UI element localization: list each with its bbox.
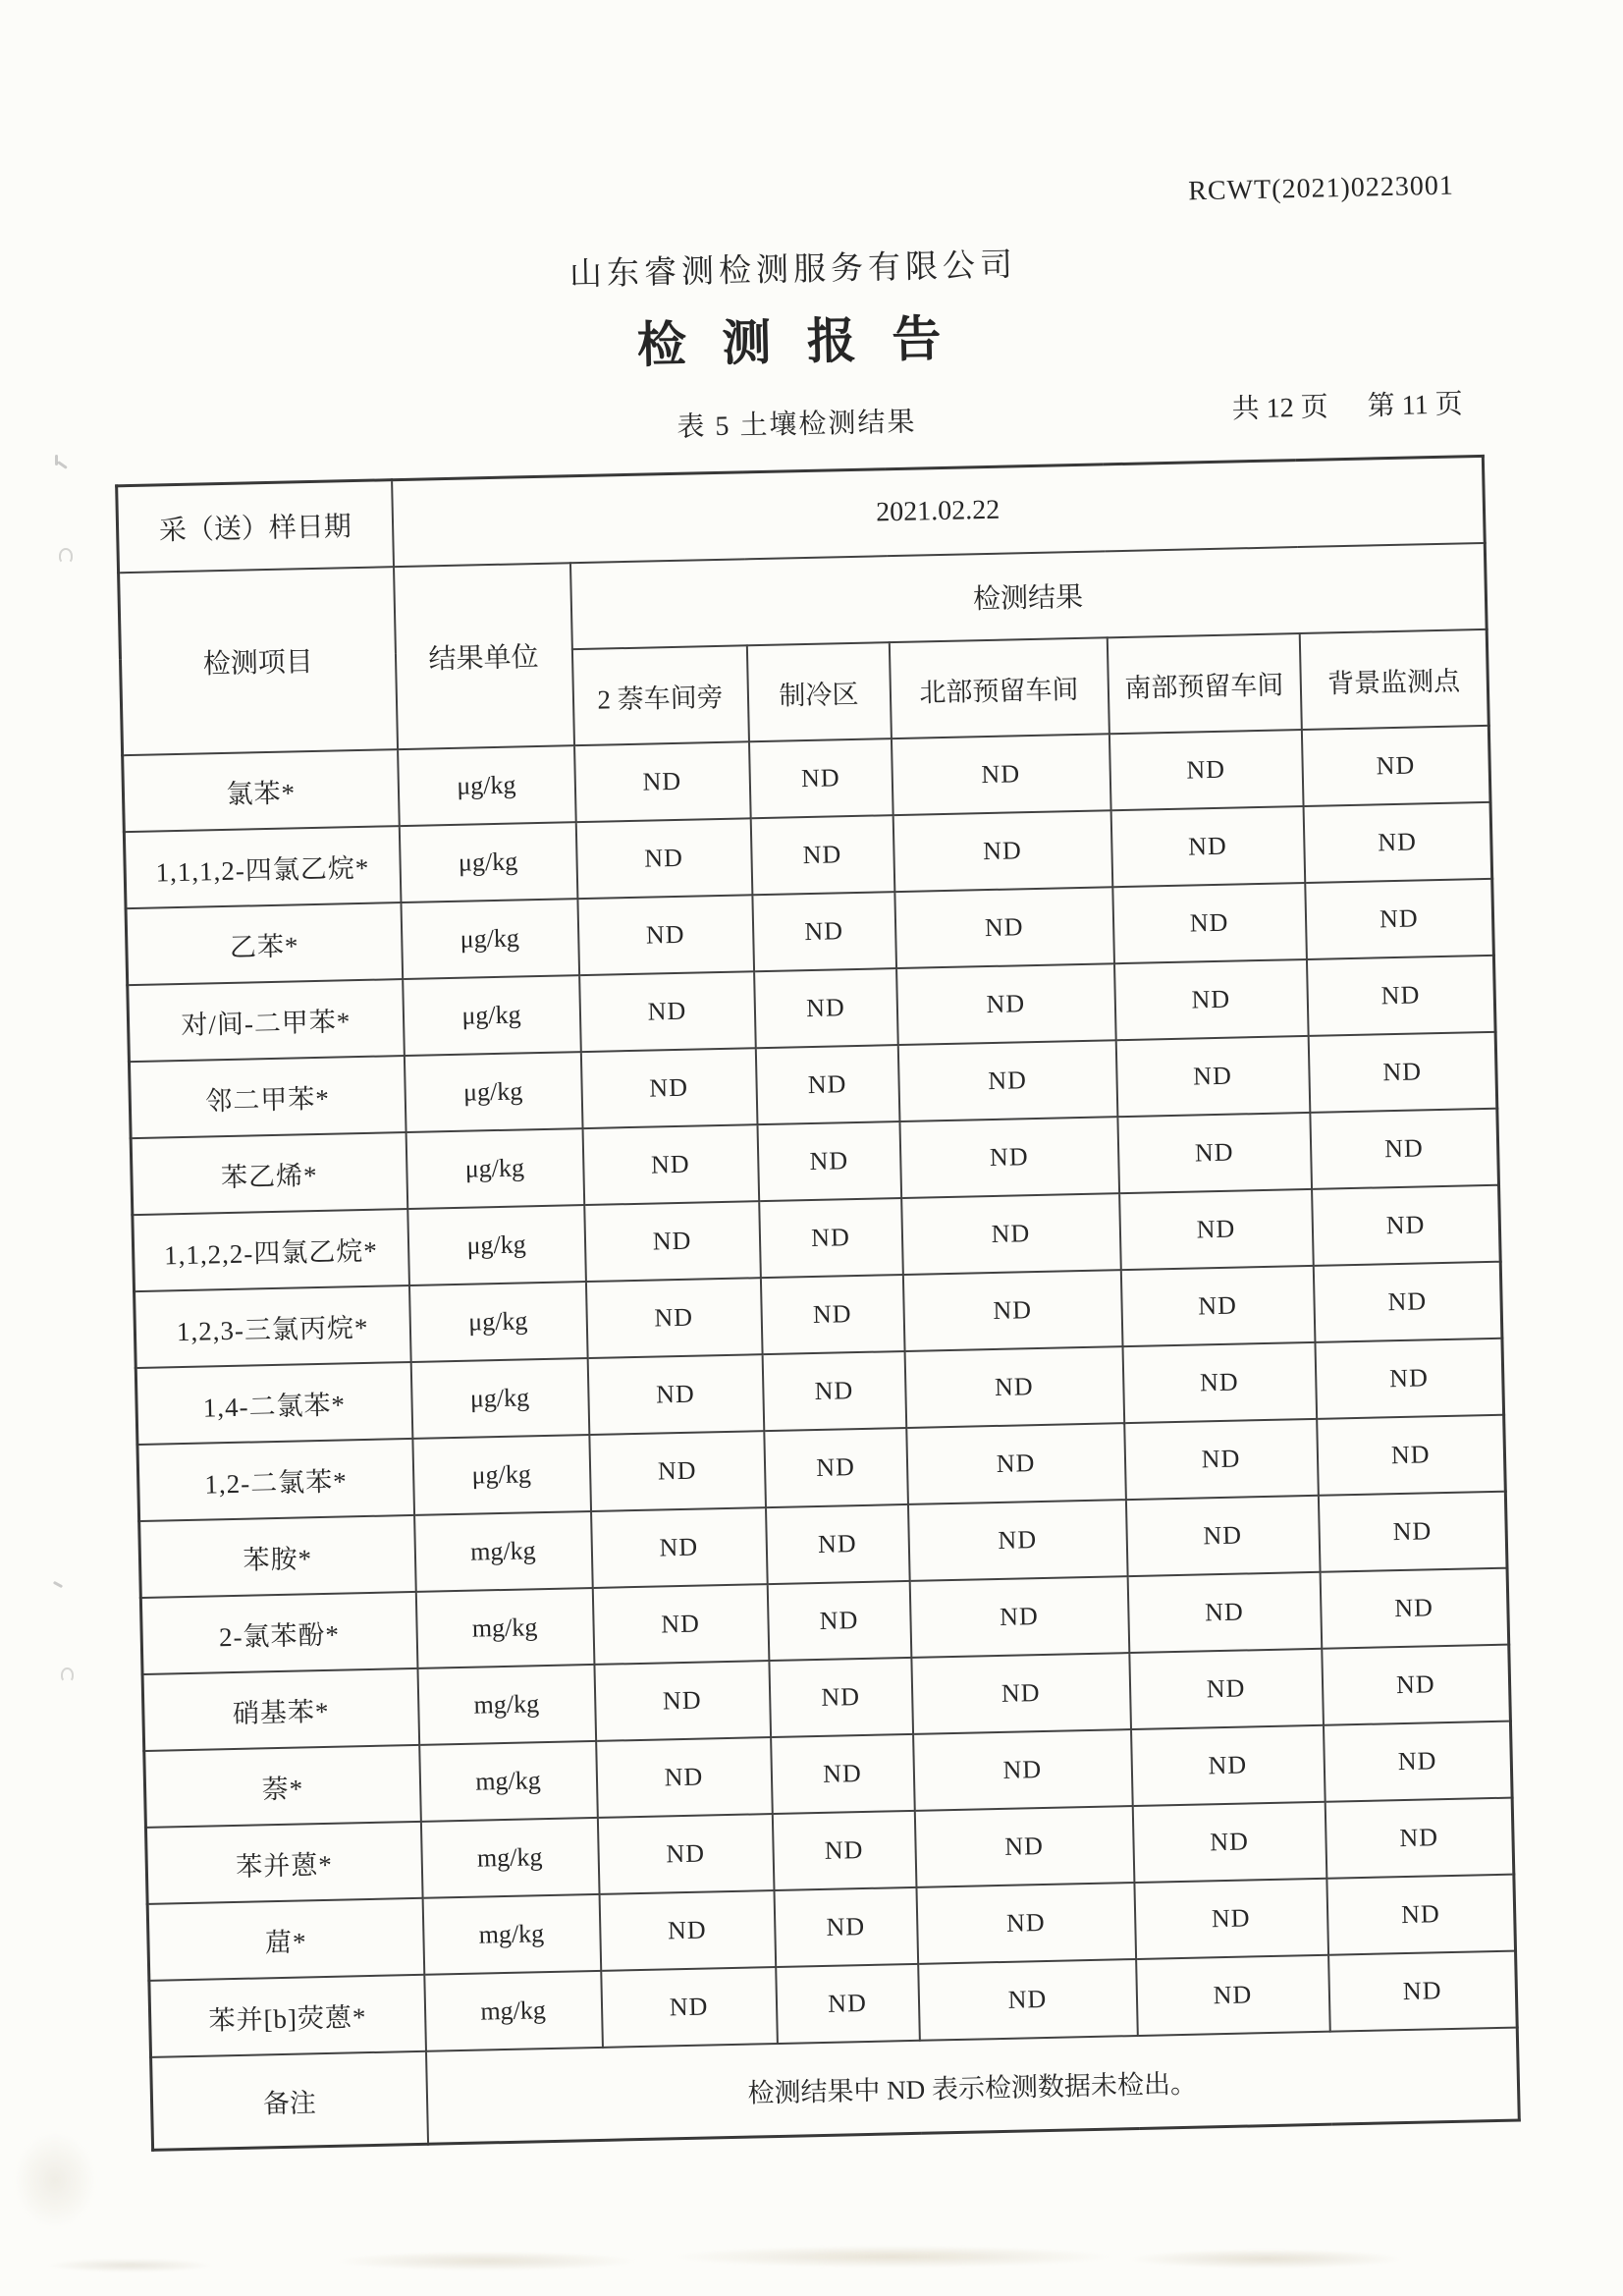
location-header: 2 萘车间旁	[571, 645, 748, 745]
result-value: ND	[1313, 1262, 1502, 1342]
result-value: ND	[1322, 1645, 1511, 1725]
result-value: ND	[1109, 730, 1303, 810]
result-value: ND	[767, 1581, 911, 1661]
result-value: ND	[764, 1428, 908, 1507]
result-value: ND	[760, 1275, 904, 1354]
result-value: ND	[752, 892, 896, 971]
item-column-header: 检测项目	[119, 567, 398, 755]
results-table	[115, 455, 1521, 2152]
analyte-name: 1,4-二氯苯*	[135, 1362, 412, 1445]
result-value: ND	[594, 1661, 771, 1741]
scan-artifact	[61, 1667, 74, 1682]
scan-edge-noise	[0, 2235, 1623, 2278]
result-value: ND	[911, 1653, 1131, 1734]
result-value: ND	[893, 810, 1112, 892]
sampling-date-value: 2021.02.22	[392, 456, 1486, 567]
analyte-name: 2-氯苯酚*	[140, 1592, 417, 1674]
analyte-name: 䓛*	[147, 1898, 424, 1981]
result-value: ND	[1308, 1032, 1497, 1113]
analyte-name: 1,2-二氯苯*	[137, 1439, 414, 1521]
result-unit: μg/kg	[406, 1128, 584, 1209]
result-value: ND	[589, 1431, 766, 1511]
result-value: ND	[582, 1124, 759, 1205]
result-value: ND	[750, 815, 894, 895]
result-value: ND	[599, 1890, 776, 1971]
result-unit: μg/kg	[412, 1435, 591, 1515]
remark-text: 检测结果中 ND 表示检测数据未检出。	[425, 2028, 1519, 2145]
header-rows	[117, 456, 1489, 755]
result-value: ND	[591, 1507, 768, 1588]
result-value: ND	[1117, 1113, 1312, 1193]
result-value: ND	[579, 971, 756, 1052]
result-unit: mg/kg	[424, 1971, 603, 2051]
result-unit: mg/kg	[420, 1818, 599, 1898]
analyte-name: 硝基苯*	[142, 1668, 419, 1751]
result-value: ND	[907, 1500, 1127, 1581]
analyte-name: 苯并蒽*	[145, 1822, 422, 1904]
result-unit: μg/kg	[408, 1282, 587, 1362]
result-value: ND	[1132, 1802, 1326, 1883]
result-value: ND	[914, 1806, 1134, 1887]
analyte-name: 萘*	[144, 1745, 421, 1828]
result-value: ND	[1317, 1415, 1506, 1496]
result-value: ND	[1131, 1725, 1325, 1806]
result-value: ND	[1325, 1798, 1514, 1879]
result-value: ND	[601, 1967, 778, 2048]
report-number: RCWT(2021)0223001	[1187, 170, 1455, 207]
result-value: ND	[759, 1198, 903, 1278]
result-value: ND	[580, 1048, 757, 1128]
result-value: ND	[1312, 1185, 1501, 1266]
result-value: ND	[1119, 1189, 1314, 1270]
result-value: ND	[748, 738, 893, 818]
pages-total: 共 12 页	[1231, 392, 1329, 425]
result-unit: μg/kg	[398, 745, 576, 826]
result-value: ND	[904, 1346, 1124, 1428]
analyte-name: 对/间-二甲苯*	[128, 979, 405, 1062]
analyte-name: 氯苯*	[123, 749, 400, 832]
company-name: 山东睿测检测服务有限公司	[568, 247, 1018, 294]
result-unit: mg/kg	[419, 1741, 598, 1822]
analyte-name: 1,1,2,2-四氯乙烷*	[133, 1209, 409, 1291]
result-value: ND	[913, 1729, 1133, 1811]
result-unit: mg/kg	[422, 1894, 601, 1975]
result-unit: μg/kg	[401, 899, 579, 979]
results-group-header: 检测结果	[569, 543, 1487, 649]
result-value: ND	[575, 818, 752, 899]
result-value: ND	[1328, 1951, 1518, 2032]
result-value: ND	[587, 1354, 764, 1435]
result-value: ND	[577, 895, 754, 975]
result-value: ND	[902, 1270, 1122, 1351]
result-value: ND	[769, 1658, 913, 1737]
result-value: ND	[1323, 1722, 1512, 1802]
result-value: ND	[1318, 1492, 1507, 1572]
result-value: ND	[592, 1584, 769, 1665]
result-value: ND	[1306, 956, 1495, 1036]
result-value: ND	[901, 1193, 1121, 1275]
result-value: ND	[916, 1883, 1136, 1964]
unit-column-header: 结果单位	[394, 563, 574, 749]
report-title: 检 测 报 告	[636, 310, 953, 373]
location-header: 制冷区	[746, 642, 891, 741]
result-unit: μg/kg	[407, 1205, 586, 1285]
result-value: ND	[1134, 1879, 1328, 1959]
result-unit: mg/kg	[415, 1588, 594, 1668]
result-value: ND	[906, 1423, 1126, 1504]
result-value: ND	[897, 1040, 1117, 1121]
result-value: ND	[1129, 1649, 1324, 1729]
result-value: ND	[918, 1959, 1138, 2041]
result-value: ND	[1301, 726, 1490, 806]
result-value: ND	[754, 968, 898, 1048]
result-unit: mg/kg	[417, 1665, 596, 1745]
result-value: ND	[1110, 806, 1305, 887]
result-value: ND	[771, 1734, 915, 1814]
result-value: ND	[1115, 1036, 1310, 1117]
result-unit: mg/kg	[414, 1511, 593, 1592]
result-value: ND	[891, 734, 1110, 815]
result-value: ND	[1310, 1109, 1499, 1189]
location-header: 北部预留车间	[889, 637, 1109, 738]
scan-artifact	[55, 455, 58, 465]
result-value: ND	[585, 1278, 762, 1358]
analyte-name: 苯乙烯*	[131, 1132, 407, 1215]
analyte-name: 1,2,3-三氯丙烷*	[135, 1285, 411, 1368]
result-value: ND	[596, 1737, 773, 1818]
result-value: ND	[1125, 1496, 1320, 1576]
result-value: ND	[1320, 1568, 1509, 1649]
result-value: ND	[1113, 959, 1308, 1040]
result-value: ND	[896, 963, 1116, 1045]
result-value: ND	[776, 1964, 920, 2044]
result-value: ND	[584, 1201, 761, 1282]
analyte-name: 苯胺*	[139, 1515, 416, 1598]
analyte-name: 乙苯*	[126, 902, 403, 985]
table-caption: 表 5 土壤检测结果	[676, 407, 917, 443]
result-value: ND	[574, 741, 751, 822]
pagination	[1231, 382, 1463, 426]
result-unit: μg/kg	[404, 1052, 582, 1132]
scan-artifact	[59, 548, 73, 564]
result-value: ND	[1122, 1342, 1317, 1423]
result-value: ND	[1315, 1339, 1504, 1419]
result-value: ND	[894, 887, 1114, 968]
remark-label: 备注	[151, 2051, 428, 2151]
result-value: ND	[774, 1887, 918, 1967]
result-value: ND	[1112, 883, 1307, 963]
result-value: ND	[1136, 1955, 1330, 2036]
result-value: ND	[1127, 1572, 1322, 1653]
result-value: ND	[772, 1811, 916, 1890]
analyte-name: 1,1,1,2-四氯乙烷*	[124, 826, 401, 908]
result-unit: μg/kg	[399, 822, 577, 902]
page-current: 第 11 页	[1367, 389, 1463, 422]
analyte-name: 苯并[b]荧蒽*	[149, 1975, 426, 2057]
sampling-date-label: 采（送）样日期	[117, 480, 394, 574]
result-value: ND	[1120, 1266, 1315, 1346]
result-unit: μg/kg	[410, 1358, 589, 1439]
result-value: ND	[1326, 1875, 1516, 1955]
result-value: ND	[1305, 879, 1494, 959]
analyte-name: 邻二甲苯*	[129, 1056, 406, 1138]
result-value: ND	[1124, 1419, 1319, 1500]
location-header: 背景监测点	[1299, 629, 1488, 730]
location-header: 南部预留车间	[1107, 633, 1301, 734]
result-unit: μg/kg	[403, 975, 581, 1056]
result-value: ND	[1303, 802, 1492, 883]
scan-edge-noise	[0, 2111, 137, 2249]
result-value: ND	[762, 1351, 906, 1431]
analyte-rows	[123, 726, 1518, 2057]
result-value: ND	[757, 1121, 901, 1201]
result-value: ND	[765, 1504, 909, 1584]
result-value: ND	[755, 1045, 899, 1124]
result-value: ND	[597, 1814, 774, 1894]
result-value: ND	[899, 1117, 1119, 1198]
result-value: ND	[909, 1576, 1129, 1658]
